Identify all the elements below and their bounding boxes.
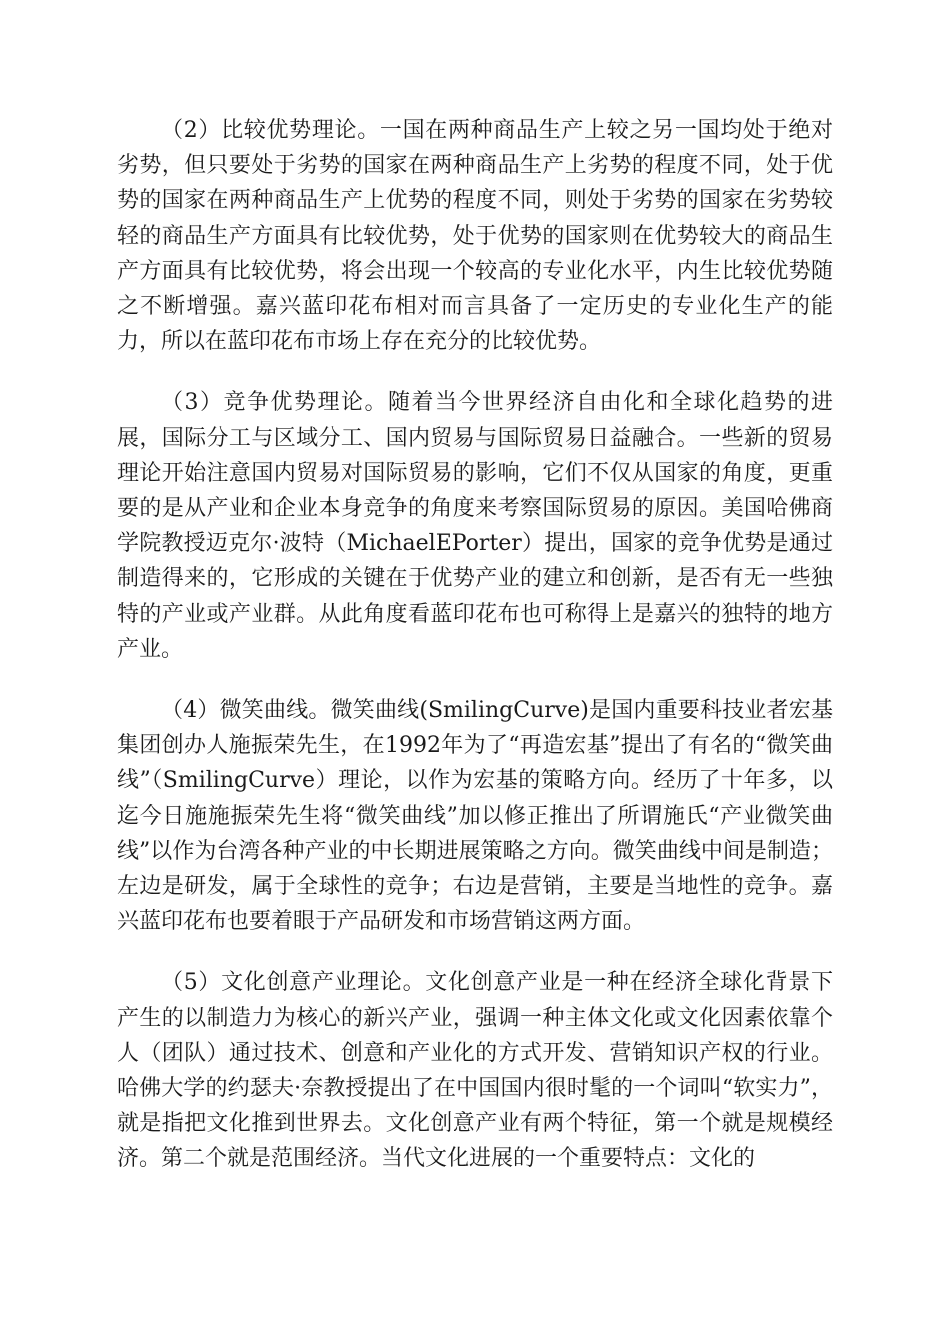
document-page bbox=[117, 113, 833, 1203]
paragraph-competitive-advantage: （3）竞争优势理论。随着当今世界经济自由化和全球化趋势的进展，国际分工与区域分工、国内贸易与国际贸易日益融合。一些新的贸易理论开始注意国内贸易对国际贸易的影响，它们不仅从国家的角度，更重要的是从产业和企业本身竞争的角度来考察国际贸易的原因。美国哈佛商学院教授迈克尔·波特（MichaelEPorter）提出，国家的竞争优势是通过制造得来的，它形成的关键在于优势产业的建立和创新，是否有无一些独特的产业或产业群。从此角度看蓝印花布也可称得上是嘉兴的独特的地方产业。 bbox=[117, 390, 833, 662]
paragraph-smiling-curve: （4）微笑曲线。微笑曲线(SmilingCurve)是国内重要科技业者宏基集团创办人施振荣先生，在1992年为了“再造宏基”提出了有名的“微笑曲线”（SmilingCurve）理论，以作为宏基的策略方向。经历了十年多，以迄今日施施振荣先生将“微笑曲线”加以修正推出了所谓施氏“产业微笑曲线”以作为台湾各种产业的中长期进展策略之方向。微笑曲线中间是制造；左边是研发，属于全球性的竞争；右边是营销，主要是当地性的竞争。嘉兴蓝印花布也要着眼于产品研发和市场营销这两方面。 bbox=[117, 698, 833, 935]
paragraph-cultural-creative-industry: （5）文化创意产业理论。文化创意产业是一种在经济全球化背景下产生的以制造力为核心的新兴产业，强调一种主体文化或文化因素依靠个人（团队）通过技术、创意和产业化的方式开发、营销知识产权的行业。哈佛大学的约瑟夫·奈教授提出了在中国国内很时髦的一个词叫“软实力”，就是指把文化推到世界去。文化创意产业有两个特征，第一个就是规模经济。第二个就是范围经济。当代文化进展的一个重要特点：文化的 bbox=[117, 970, 833, 1172]
paragraph-comparative-advantage: （2）比较优势理论。一国在两种商品生产上较之另一国均处于绝对劣势，但只要处于劣势的国家在两种商品生产上劣势的程度不同，处于优势的国家在两种商品生产上优势的程度不同，则处于劣势的国家在劣势较轻的商品生产方面具有比较优势，处于优势的国家则在优势较大的商品生产方面具有比较优势，将会出现一个较高的专业化水平，内生比较优势随之不断增强。嘉兴蓝印花布相对而言具备了一定历史的专业化生产的能力，所以在蓝印花布市场上存在充分的比较优势。 bbox=[117, 118, 833, 355]
